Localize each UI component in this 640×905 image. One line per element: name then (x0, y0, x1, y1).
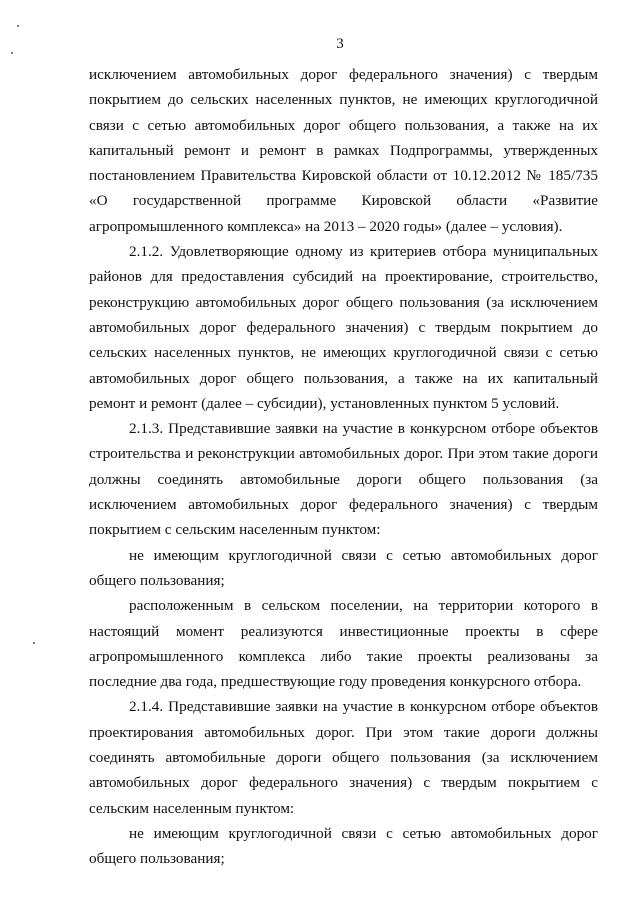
paragraph-no-connection-2: не имеющим круглогодичной связи с сетью автомобильных дорог общего пользования; (89, 824, 598, 868)
scan-speck (17, 25, 19, 27)
paragraph-2-1-2: 2.1.2. Удовлетворяющие одному из критериев отбора муниципальных районов для предоставления субсидий на проектирование, строительство, реконструкцию автомобильных дорог общего пользования (за исключением автомобильных дорог федерального значения) с твердым покрытием до сельских населенных пунктов, не имеющих круглогодичной связи с сетью автомобильных дорог общего пользования, а также на их капитальный ремонт и ремонт (далее – субсидии), установленных пунктом 5 условий. (89, 243, 598, 412)
document-body (89, 62, 598, 872)
paragraph-no-connection: не имеющим круглогодичной связи с сетью автомобильных дорог общего пользования; (89, 546, 598, 589)
paragraph-2-1-3: 2.1.3. Представившие заявки на участие в конкурсном отборе объектов строительства и реконструкции автомобильных дорог. При этом такие дороги должны соединять автомобильные дороги общего пользования (за исключением автомобильных дорог федерального значения) с твердым покрытием с сельским населенным пунктом: (89, 420, 598, 539)
paragraph-continuation: исключением автомобильных дорог федерального значения) с твердым покрытием до сельских населенных пунктов, не имеющих круглогодичной связи с сетью автомобильных дорог общего пользования, а также на их капитальный ремонт и ремонт в рамках Подпрограммы, утвержденных постановлением Правительства Кировской области от 10.12.2012 № 185/735 «О государственной программе Кировской области «Развитие агропромышленного комплекса» на 2013 – 2020 годы» (далее – условия). (89, 66, 598, 235)
page-number: 3 (336, 36, 344, 52)
paragraph-2-1-4: 2.1.4. Представившие заявки на участие в конкурсном отборе объектов проектирования автомобильных дорог. При этом такие дороги должны соединять автомобильные дороги общего пользования (за исключением автомобильных дорог федерального значения) с твердым покрытием с сельским населенным пунктом: (89, 698, 598, 817)
paragraph-investment-projects: расположенным в сельском поселении, на территории которого в настоящий момент реализуются инвестиционные проекты в сфере агропромышленного комплекса либо такие проекты реализованы за последние два года, предшествующие году проведения конкурсного отбора. (89, 597, 598, 691)
scan-speck (33, 642, 35, 644)
